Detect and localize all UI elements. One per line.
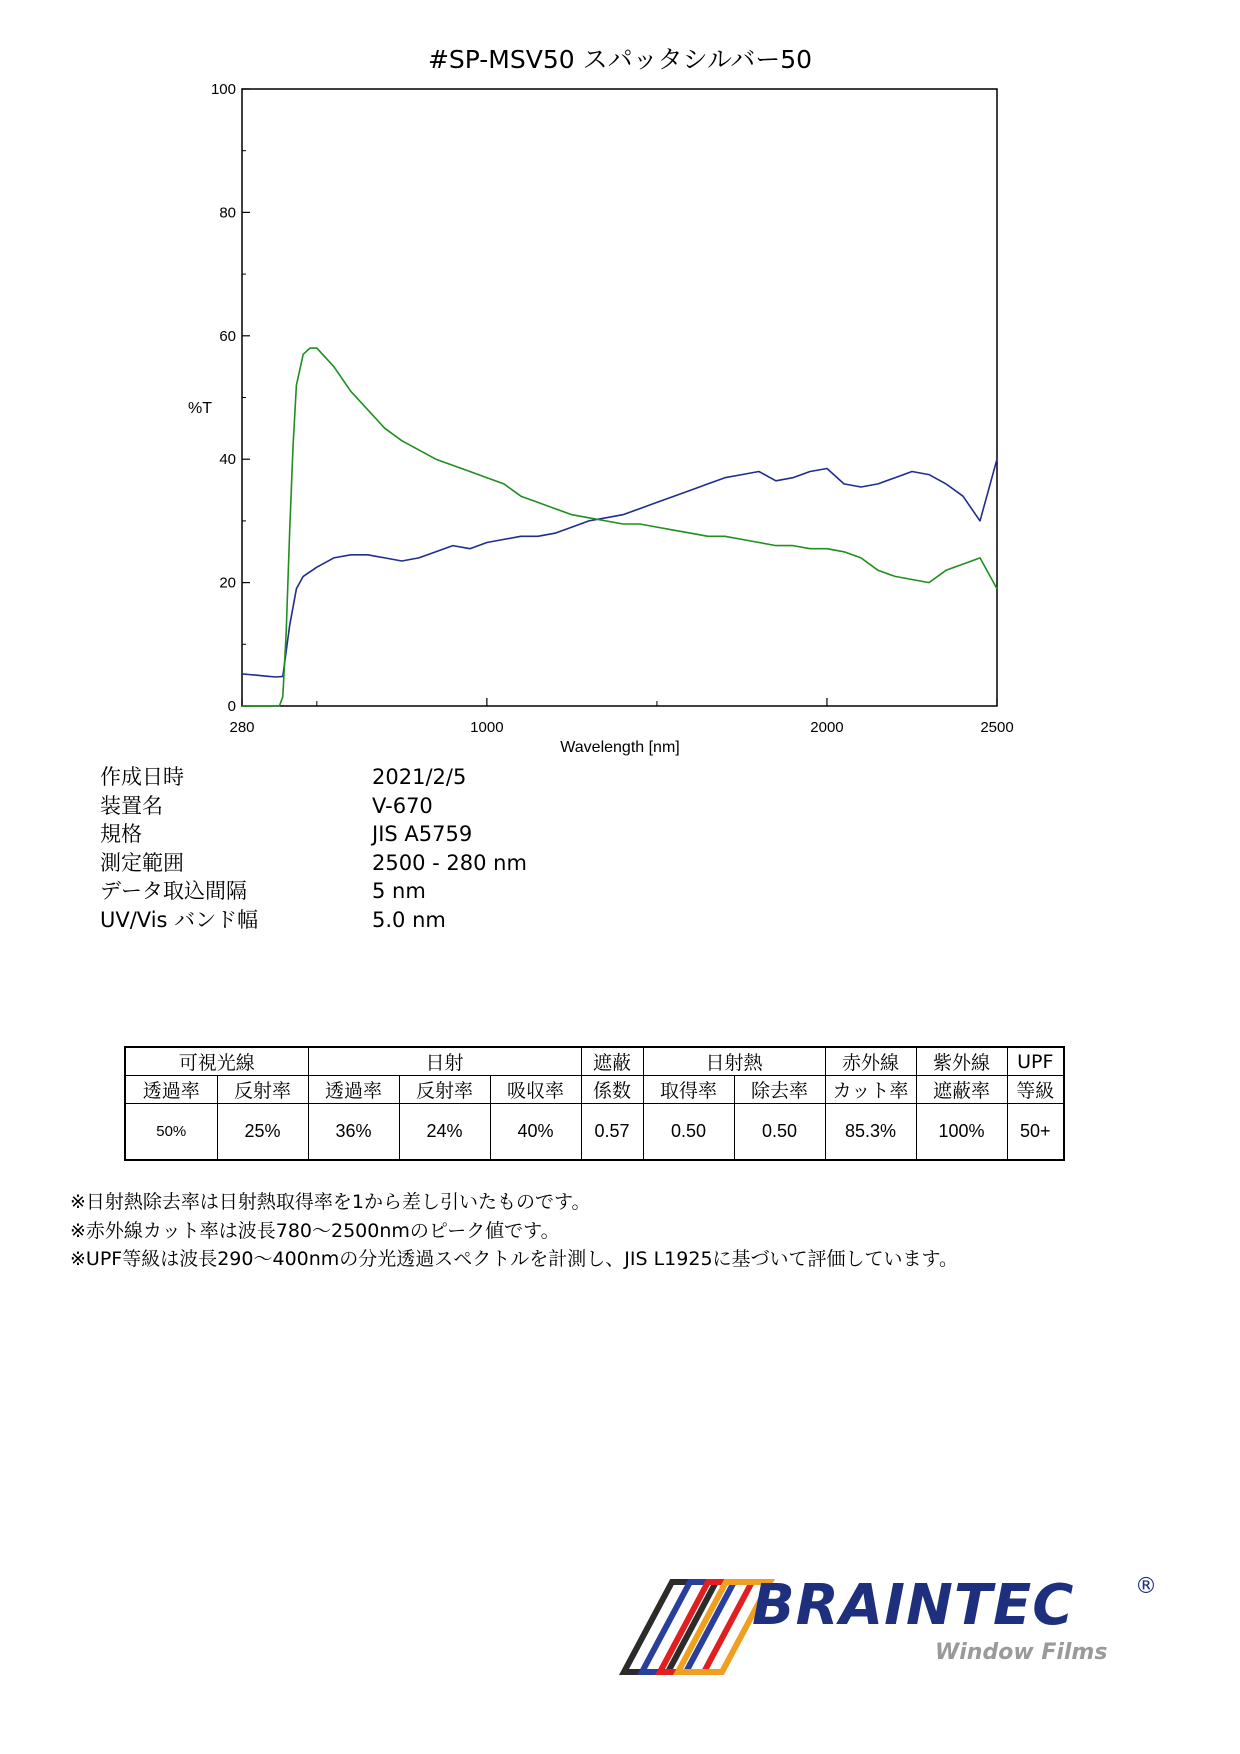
info-row [100,763,527,792]
transmittance-chart [0,0,1240,760]
table-header: 反射率 [217,1076,308,1104]
table-cell: 25% [217,1104,308,1161]
table-header: 透過率 [125,1076,217,1104]
measurement-info [100,763,527,934]
x-tick-label: 2000 [810,719,844,736]
table-header: 等級 [1007,1076,1064,1104]
info-row [100,792,527,821]
table-row [125,1104,1064,1161]
x-axis [229,698,1013,736]
group-shading: 遮蔽 [581,1047,643,1076]
y-tick-label: 0 [227,698,236,715]
info-value: V-670 [372,793,433,818]
info-label: データ取込間隔 [100,879,247,903]
table-cell: 24% [399,1104,490,1161]
y-tick-label: 100 [210,81,236,98]
table-header: 反射率 [399,1076,490,1104]
info-label: 規格 [100,822,142,846]
table-header: 係数 [581,1076,643,1104]
footnote: ※赤外線カット率は波長780〜2500nmのピーク値です。 [70,1219,560,1242]
table-header: 吸収率 [490,1076,581,1104]
info-label: 作成日時 [100,765,184,789]
x-tick-label: 1000 [470,719,504,736]
table-cell: 100% [916,1104,1007,1161]
info-label: 測定範囲 [100,850,184,875]
table-header: カット率 [825,1076,916,1104]
x-axis-label: Wavelength [nm] [560,739,680,756]
table-cell: 0.50 [643,1104,734,1161]
table-header: 遮蔽率 [916,1076,1007,1104]
info-label: UV/Vis バンド幅 [100,907,259,932]
table-cell: 0.50 [734,1104,825,1161]
info-label: 装置名 [100,793,163,818]
chart-title: #SP-MSV50 スパッタシルバー50 [427,45,813,74]
info-value: 5.0 nm [372,907,446,932]
group-visible-light: 可視光線 [125,1047,308,1076]
group-upf: UPF [1007,1047,1064,1076]
info-row [100,906,527,935]
table-cell: 40% [490,1104,581,1161]
y-axis-label: %T [188,400,212,417]
footnotes [70,1188,958,1274]
group-ultraviolet: 紫外線 [916,1047,1007,1076]
brand-tagline: Window Films [935,1640,1108,1665]
registered-mark: ® [1135,1574,1157,1599]
y-tick-label: 40 [219,451,236,469]
table-sub-row [125,1076,1064,1104]
table-header: 透過率 [308,1076,399,1104]
info-value: 5 nm [372,879,426,903]
info-value: 2500 - 280 nm [372,850,527,875]
x-tick-label: 280 [229,719,255,736]
info-row [100,849,527,878]
x-tick-label: 2500 [980,719,1014,736]
y-tick-label: 80 [219,204,236,222]
y-tick-label: 60 [219,327,236,345]
table-header: 除去率 [734,1076,825,1104]
table-cell: 0.57 [581,1104,643,1161]
series-group [242,348,997,706]
table-group-row [125,1047,1064,1076]
info-value: 2021/2/5 [372,765,467,789]
group-infrared: 赤外線 [825,1047,916,1076]
table-cell: 36% [308,1104,399,1161]
info-row [100,877,527,906]
series-line-1 [242,459,997,677]
performance-table [124,1046,1065,1161]
footnote: ※UPF等級は波長290〜400nmの分光透過スペクトルを計測し、JIS L1925に基づいて評価しています。 [70,1248,959,1270]
brand-name: BRAINTEC [752,1573,1075,1638]
table-cell: 50% [125,1104,217,1161]
info-row [100,820,527,849]
y-axis [211,81,250,715]
footnote: ※日射熱除去率は日射熱取得率を1から差し引いたものです。 [70,1191,591,1213]
series-line-2 [242,348,997,706]
info-value: JIS A5759 [372,822,473,846]
plot-frame [242,89,997,706]
group-solar: 日射 [308,1047,581,1076]
table-cell: 85.3% [825,1104,916,1161]
table-cell: 50+ [1007,1104,1064,1161]
y-tick-label: 20 [219,574,236,592]
group-solar-heat: 日射熱 [643,1047,825,1076]
table-header: 取得率 [643,1076,734,1104]
